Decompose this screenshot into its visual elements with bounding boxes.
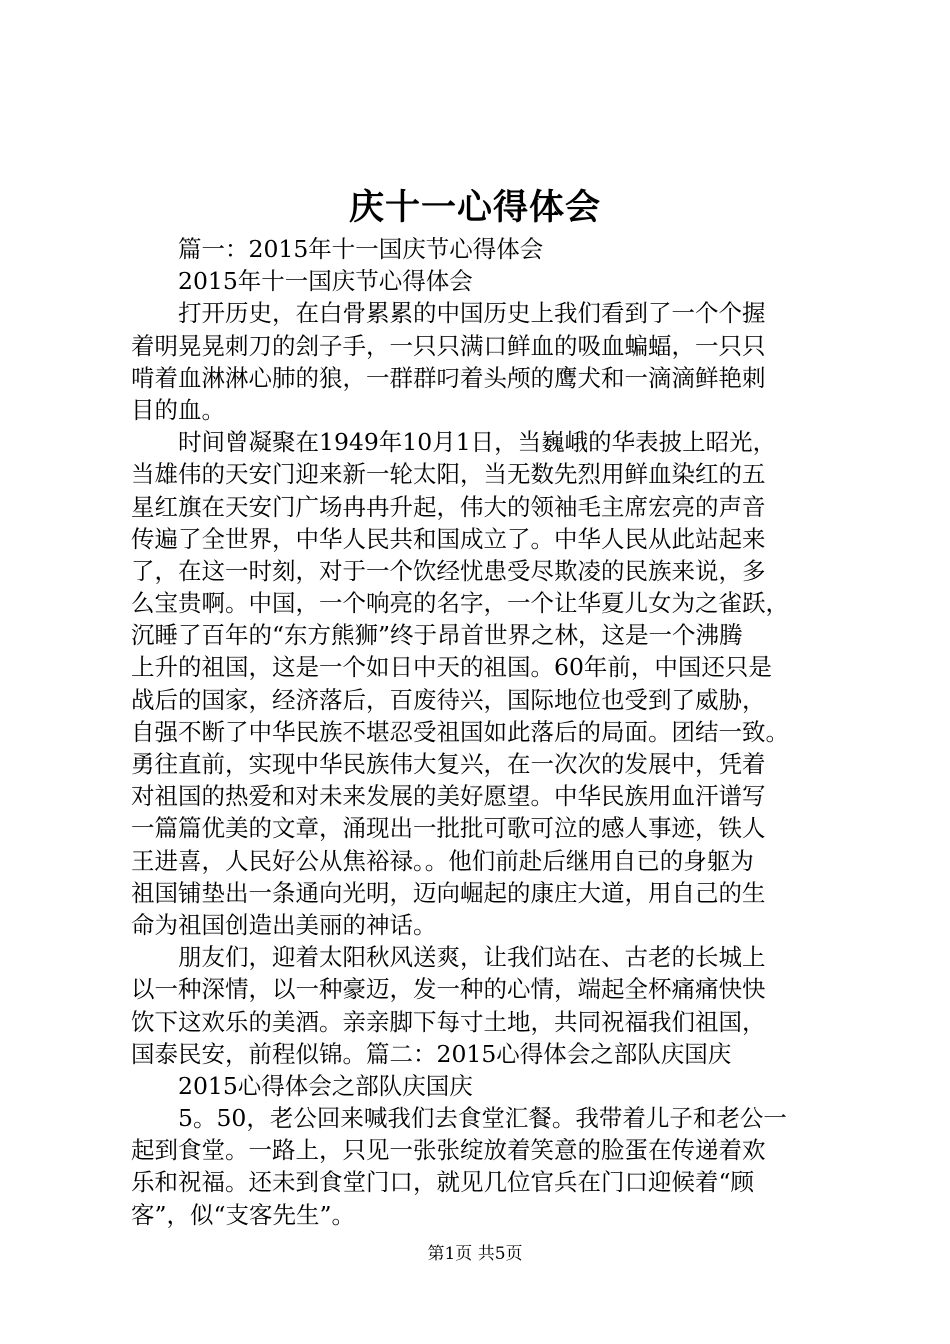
text-line: 沉睡了百年的“东方熊狮”终于昂首世界之林，这是一个沸腾: [131, 621, 743, 650]
text-line: 么宝贵啊。中国，一个响亮的名字，一个让华夏儿女为之雀跃，: [131, 589, 789, 618]
text-line: 传遍了全世界，中华人民共和国成立了。中华人民从此站起来: [131, 524, 766, 553]
text-line: 自强不断了中华民族不堪忍受祖国如此落后的局面。团结一致。: [131, 717, 789, 746]
text-line: 国泰民安，前程似锦。篇二：2015心得体会之部队庆国庆: [131, 1039, 732, 1068]
page-indicator: 第1页 共5页: [427, 1244, 523, 1264]
text-line: 王进喜，人民好公从焦裕禄。。他们前赴后继用自已的身躯为: [131, 846, 754, 875]
text-line: 命为祖国创造出美丽的神话。: [131, 910, 437, 939]
text-line: 着明晃晃刺刀的刽子手，一只只满口鲜血的吸血蝙蝠，一只只: [131, 331, 766, 360]
text-line: 星红旗在天安门广场冉冉升起，伟大的领袖毛主席宏亮的声音: [131, 492, 766, 521]
text-line: 打开历史，在白骨累累的中国历史上我们看到了一个个握: [131, 299, 766, 328]
text-line: 2015心得体会之部队庆国庆: [131, 1071, 473, 1100]
text-line: 5。50，老公回来喊我们去食堂汇餐。我带着儿子和老公一: [131, 1104, 787, 1133]
text-line: 饮下这欢乐的美酒。亲亲脚下每寸土地，共同祝福我们祖国，: [131, 1007, 766, 1036]
document-title: 庆十一心得体会: [348, 187, 601, 228]
text-line: 啃着血淋淋心肺的狼，一群群叼着头颅的鹰犬和一滴滴鲜艳刺: [131, 363, 766, 392]
text-line: 起到食堂。一路上，只见一张张绽放着笑意的脸蛋在传递着欢: [131, 1136, 766, 1165]
text-line: 篇一：2015年十一国庆节心得体会: [131, 235, 544, 263]
text-line: 2015年十一国庆节心得体会: [131, 267, 473, 296]
text-line: 上升的祖国，这是一个如日中天的祖国。60年前，中国还只是: [131, 653, 772, 682]
text-line: 目的血。: [131, 395, 225, 424]
text-line: 朋友们，迎着太阳秋风送爽，让我们站在、古老的长城上: [131, 943, 766, 972]
text-line: 战后的国家，经济落后，百废待兴，国际地位也受到了威胁，: [131, 685, 766, 714]
text-line: 乐和祝福。还未到食堂门口，就见几位官兵在门口迎候着“顾: [131, 1168, 755, 1197]
text-line: 了，在这一时刻，对于一个饮经忧患受尽欺凌的民族来说，多: [131, 556, 766, 585]
text-line: 客”，似“支客先生”。: [131, 1200, 356, 1229]
text-line: 祖国铺垫出一条通向光明，迈向崛起的康庄大道，用自己的生: [131, 878, 766, 907]
text-line: 一篇篇优美的文章，涌现出一批批可歌可泣的感人事迹，铁人: [131, 814, 766, 843]
document-body: [131, 233, 843, 1231]
text-line: 对祖国的热爱和对未来发展的美好愿望。中华民族用血汗谱写: [131, 782, 766, 811]
text-line: 当雄伟的天安门迎来新一轮太阳，当无数先烈用鲜血染红的五: [131, 460, 766, 489]
text-line: 时间曾凝聚在1949年10月1日，当巍峨的华表披上昭光，: [131, 428, 777, 457]
text-line: 勇往直前，实现中华民族伟大复兴，在一次次的发展中，凭着: [131, 750, 766, 778]
text-line: 以一种深情，以一种豪迈，发一种的心情，端起全杯痛痛快快: [131, 975, 766, 1004]
